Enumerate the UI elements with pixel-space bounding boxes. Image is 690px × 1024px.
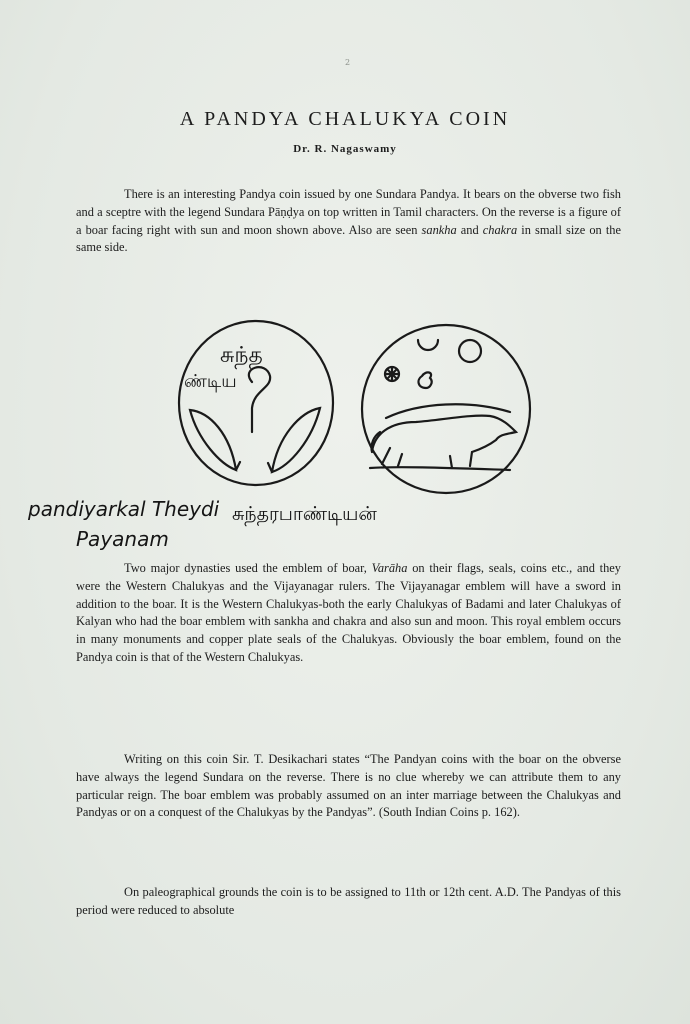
fish-right-icon xyxy=(272,408,320,472)
coin-illustration xyxy=(170,316,540,502)
obverse-legend-2: ண்டிய xyxy=(184,371,237,392)
fish-left-icon xyxy=(190,410,236,470)
obverse-legend: சுந்த xyxy=(220,343,263,368)
watermark-tamil: சுந்தரபாண்டியன் xyxy=(232,503,377,525)
sun-icon xyxy=(459,340,481,362)
sceptre-icon xyxy=(249,367,270,432)
paragraph-paleography: On paleographical grounds the coin is to be assigned to 11th or 12th cent. A.D. The Pandyas of this period were reduced to absolute xyxy=(76,885,621,917)
page-mark: 2 xyxy=(345,58,351,67)
moon-icon xyxy=(418,340,438,350)
watermark: pandiyarkal Theydi Payanam xyxy=(28,497,220,551)
paragraph-desikachari: Writing on this coin Sir. T. Desikachari states “The Pandyan coins with the boar on the obverse have always the legend Sundara on the reverse. There is no clue whereby we can attribute them to any particular reign. The boar emblem was probably assumed on an inter marriage between the Chalukyas and Pandyas or on a conquest of the Chalukyas by the Pandyas”. (South Indian Coins p. 162). xyxy=(76,752,621,820)
coin-reverse xyxy=(362,325,530,493)
paragraph-intro: There is an interesting Pandya coin issued by one Sundara Pandya. It bears on the obverse two fish and a sceptre with the legend Sundara Pāṇḍya on top written in Tamil characters. On the reverse is a figure of a boar facing right with sun and moon shown above. Also are seen sankha and chakra in small size on the same side. xyxy=(76,187,622,255)
paragraph-dynasties: Two major dynasties used the emblem of boar, Varāha on their flags, seals, coins etc., and they were the Western Chalukyas and the Vijayanagar rulers. The Vijayanagar emblem will have a sword in addition to the boar. It is the Western Chalukyas-both the early Chalukyas of Badami and later Chalukyas of Kalyan who had the boar emblem with sankha and chakra and also sun and moon. This royal emblem occurs in many monuments and copper plate seals of the Chalukyas. Obviously the boar emblem, found on the Pandya coin is that of the Western Chalukyas. xyxy=(76,561,621,664)
sankha-icon xyxy=(419,372,432,388)
article-author: Dr. R. Nagaswamy xyxy=(293,143,397,155)
article-title: A PANDYA CHALUKYA COIN xyxy=(179,108,511,130)
coin-obverse xyxy=(179,321,333,485)
boar-icon xyxy=(371,416,516,468)
